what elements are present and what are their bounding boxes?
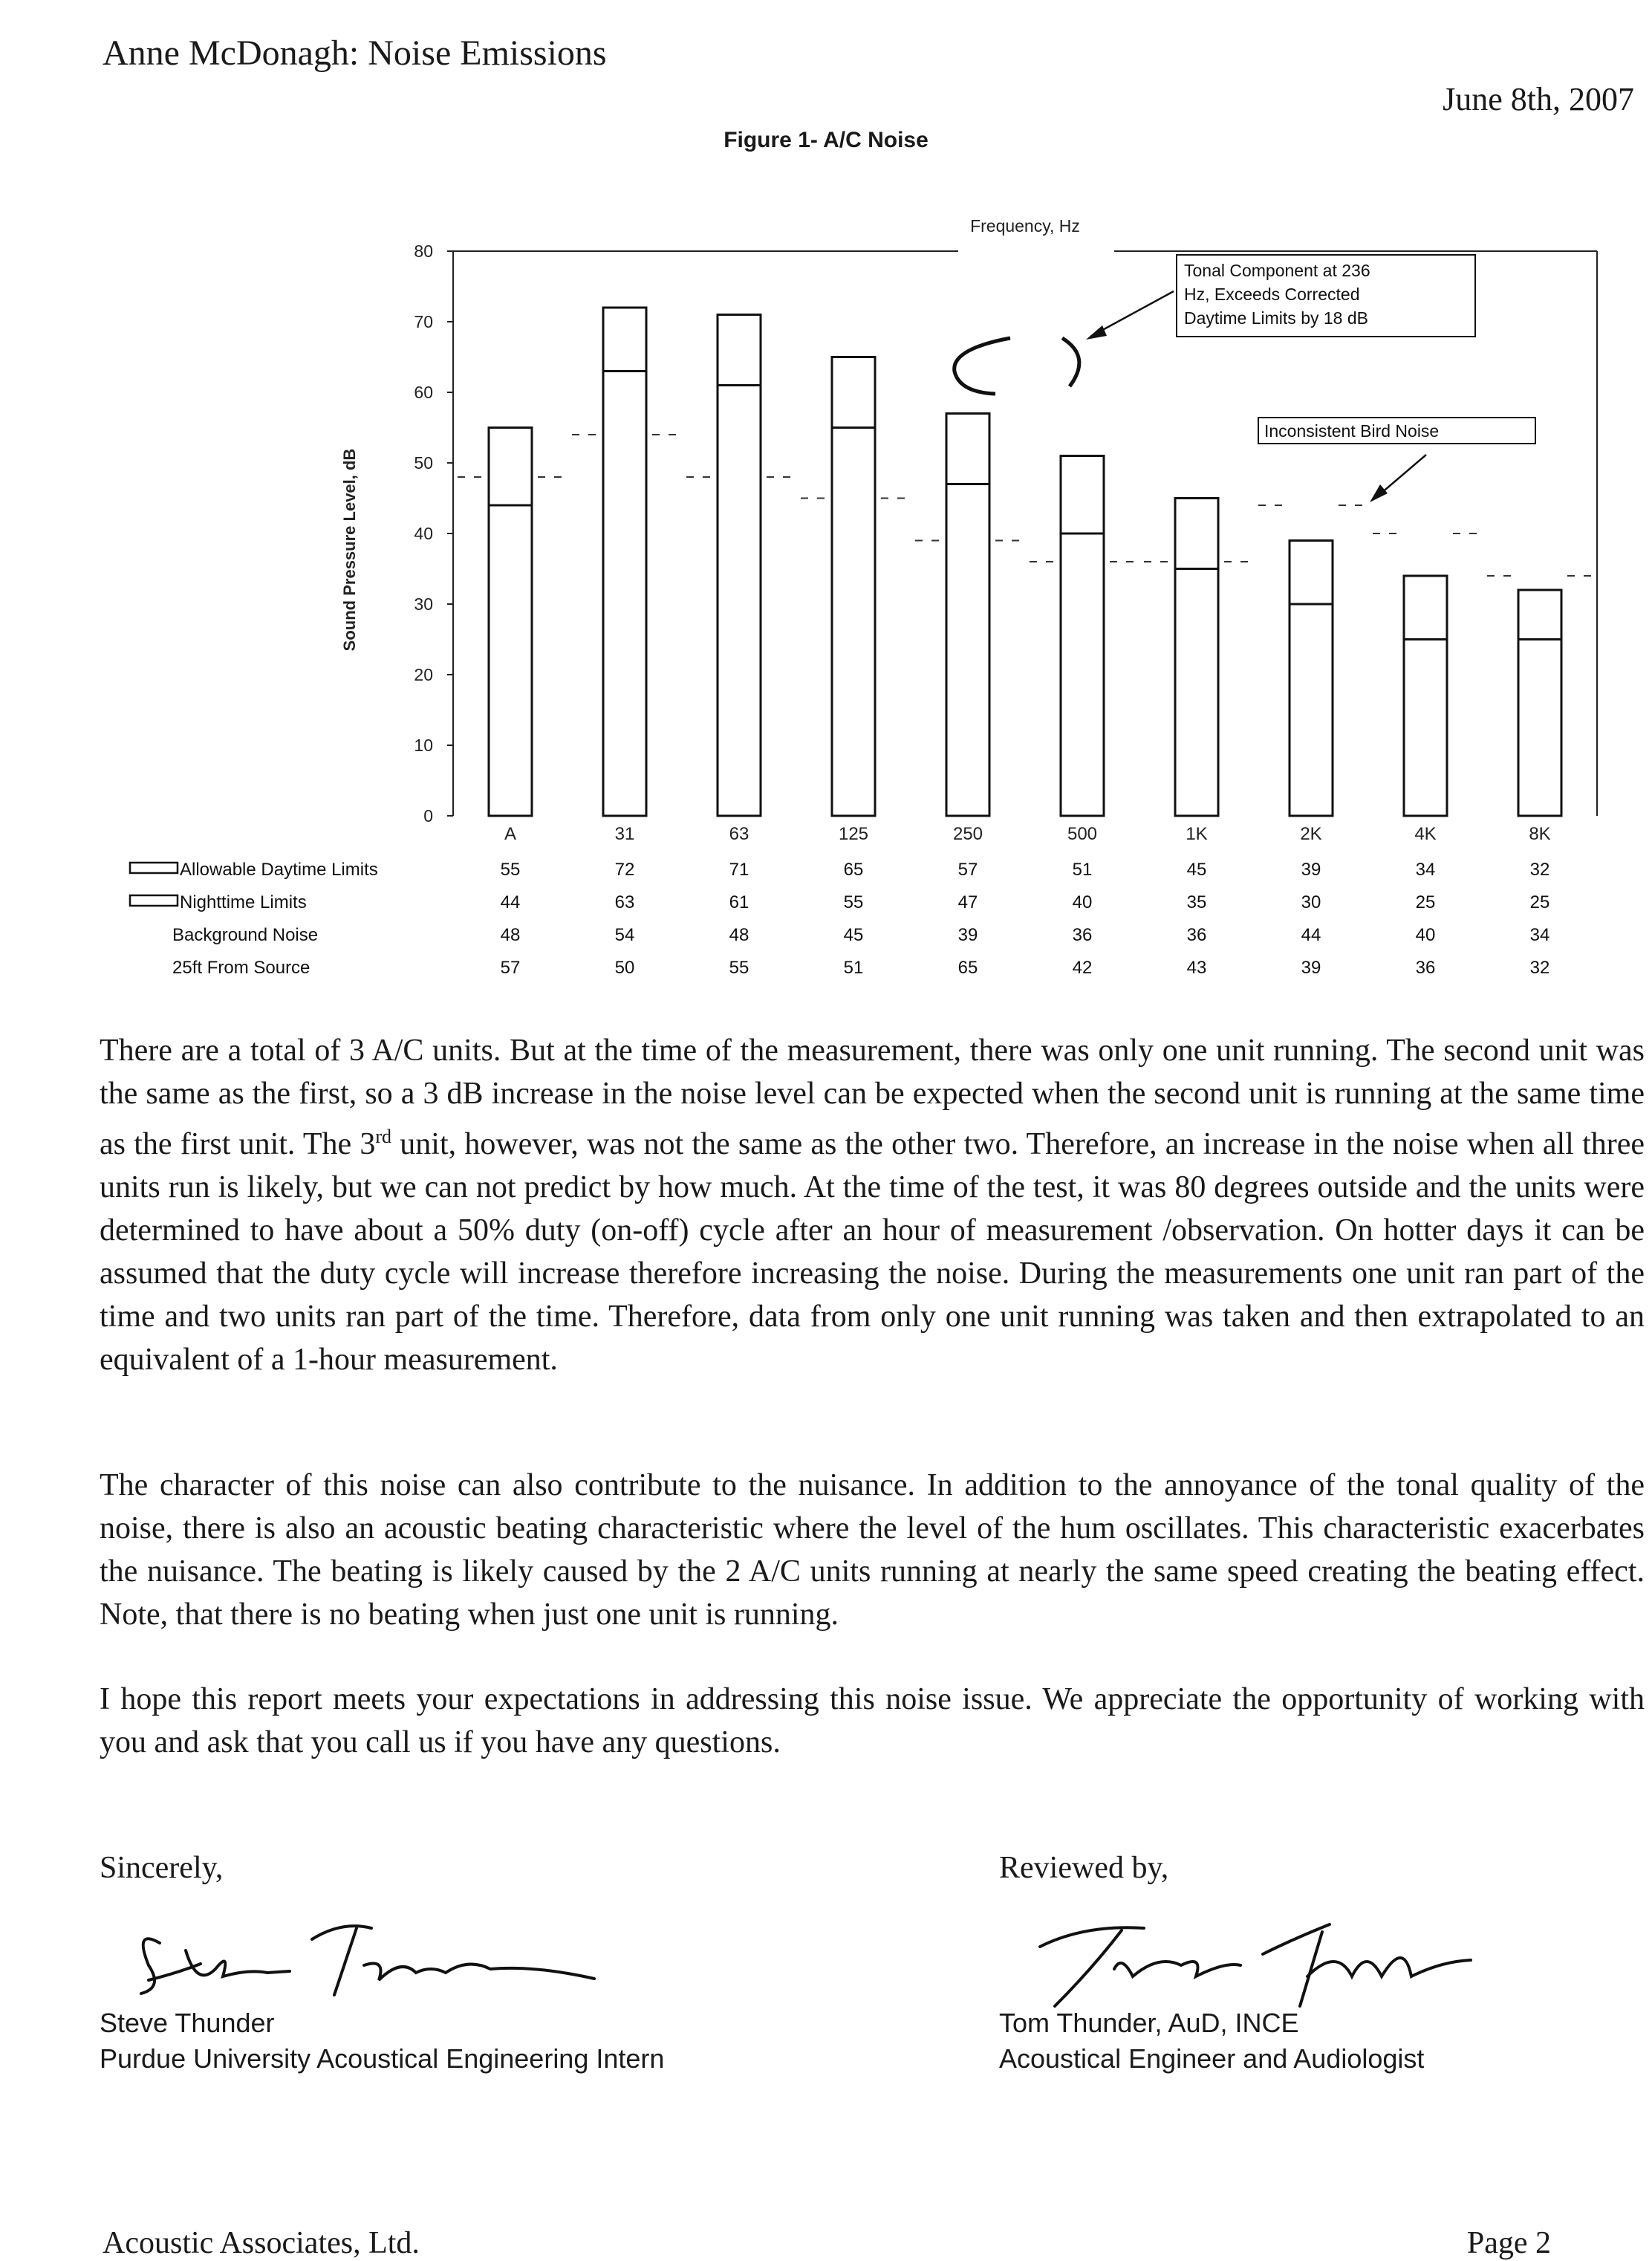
table-cell-value: 61	[729, 892, 749, 912]
table-cell-value: 72	[614, 860, 635, 880]
table-cell-value: 55	[500, 860, 521, 880]
table-cell-value: 42	[1072, 958, 1093, 978]
y-tick-label: 30	[414, 594, 433, 614]
x-category-label: 31	[614, 824, 635, 844]
document-date: June 8th, 2007	[1443, 81, 1634, 117]
figure-title: Figure 1- A/C Noise	[723, 128, 929, 152]
table-cell-value: 32	[1529, 958, 1550, 978]
table-cell-value: 48	[729, 925, 749, 945]
daytime-limit-bar	[1290, 541, 1333, 817]
signer-right-name: Tom Thunder, AuD, INCE	[999, 2008, 1299, 2038]
body-paragraph-1: There are a total of 3 A/C units. But at the time of the measurement, there was only one unit running. The second unit was the same as the first, so a 3 dB increase in the noise level can be expected when the second unit is running at the same time as the first unit. The 3rd unit, however, was not the same as the other two. Therefore, an increase in the noise when all three units run is likely, but we can not predict by how much. At the time of the test, it was 80 degrees outside and the units were determined to have about a 50% duty (on-off) cycle after an hour of measurement /observation. On hotter days it can be assumed that the duty cycle will increase therefore increasing the noise. During the measurements one unit ran part of the time and two units ran part of the time. Therefore, data from only one unit running was taken and then extrapolated to an equivalent of a 1-hour measurement.	[100, 1034, 1645, 1377]
ordinal-suffix: rd	[375, 1126, 392, 1147]
y-axis-ticks	[414, 241, 453, 825]
x-category-label: 2K	[1300, 824, 1322, 844]
signer-left-title: Purdue University Acoustical Engineering Intern	[100, 2043, 665, 2074]
table-cell-value: 55	[729, 958, 749, 978]
daytime-limit-bar	[1175, 499, 1218, 817]
table-cell-value: 40	[1072, 892, 1093, 912]
table-cell-value: 44	[1301, 925, 1321, 945]
y-tick-label: 0	[423, 806, 433, 825]
body-paragraph-3: I hope this report meets your expectations in addressing this noise issue. We appreciate the opportunity of working with you and ask that you call us if you have any questions.	[100, 1682, 1645, 1759]
table-cell-value: 51	[1072, 860, 1093, 880]
body-paragraph-2: The character of this noise can also contribute to the nuisance. In addition to the annoyance of the tonal quality of the noise, there is also an acoustic beating characteristic where the level of the hum oscillates. This characteristic exacerbates the nuisance. The beating is likely caused by the 2 A/C units running at nearly the same speed creating the beating effect. Note, that there is no beating when just one unit is running.	[100, 1468, 1645, 1632]
data-table	[130, 860, 1549, 978]
chart-bars	[489, 308, 1561, 816]
y-tick-label: 70	[414, 312, 433, 331]
table-cell-value: 25	[1529, 892, 1550, 912]
table-cell-value: 48	[500, 925, 521, 945]
tonal-highlight-left-arc	[955, 338, 1010, 394]
table-cell-value: 34	[1415, 860, 1436, 880]
table-cell-value: 40	[1415, 925, 1436, 945]
table-cell-value: 57	[500, 958, 521, 978]
tonal-highlight-right-arc	[1062, 338, 1079, 386]
table-cell-value: 65	[957, 958, 978, 978]
closing-sincerely: Sincerely,	[100, 1851, 224, 1885]
table-cell-value: 51	[843, 958, 864, 978]
signature-steve-thunder	[119, 1898, 669, 2002]
document-header-title: Anne McDonagh: Noise Emissions	[103, 33, 607, 73]
tonal-annotation-line-3: Daytime Limits by 18 dB	[1184, 308, 1368, 328]
bird-annotation-label: Inconsistent Bird Noise	[1264, 421, 1440, 441]
signer-right-title: Acoustical Engineer and Audiologist	[999, 2043, 1425, 2074]
daytime-limit-bar	[1404, 576, 1447, 816]
y-tick-label: 80	[414, 241, 433, 261]
table-cell-value: 50	[614, 958, 635, 978]
daytime-limit-bar	[718, 315, 761, 817]
tonal-annotation	[955, 255, 1475, 394]
x-category-label: A	[504, 824, 517, 844]
footer-page-number: Page 2	[1466, 2226, 1551, 2260]
x-category-label: 1K	[1186, 824, 1208, 844]
x-category-label: 500	[1067, 824, 1098, 844]
table-cell-value: 54	[614, 925, 635, 945]
table-cell-value: 32	[1529, 860, 1550, 880]
x-category-label: 63	[729, 824, 749, 844]
table-cell-value: 39	[957, 925, 978, 945]
daytime-limit-bar	[946, 414, 989, 817]
y-tick-label: 10	[414, 736, 433, 755]
table-row-label: 25ft From Source	[172, 958, 310, 978]
table-cell-value: 44	[500, 892, 521, 912]
table-row-label: Nighttime Limits	[180, 892, 307, 912]
tonal-arrowhead	[1086, 325, 1107, 340]
table-cell-value: 34	[1529, 925, 1550, 945]
table-cell-value: 43	[1186, 958, 1207, 978]
table-cell-value: 65	[843, 860, 864, 880]
signer-left-name: Steve Thunder	[100, 2008, 275, 2038]
x-category-label: 125	[838, 824, 869, 844]
table-cell-value: 30	[1301, 892, 1321, 912]
x-category-label: 8K	[1529, 824, 1551, 844]
table-cell-value: 45	[1186, 860, 1207, 880]
y-tick-label: 50	[414, 453, 433, 473]
daytime-limit-bar	[1061, 456, 1104, 817]
table-cell-value: 39	[1301, 958, 1321, 978]
table-cell-value: 36	[1072, 925, 1093, 945]
table-row-label: Background Noise	[172, 925, 319, 945]
y-tick-label: 60	[414, 383, 433, 402]
legend-swatch	[130, 863, 178, 873]
x-axis-categories	[504, 824, 1551, 844]
table-cell-value: 47	[957, 892, 978, 912]
daytime-limit-bar	[603, 308, 646, 816]
table-cell-value: 55	[843, 892, 864, 912]
table-cell-value: 63	[614, 892, 635, 912]
table-cell-value: 45	[843, 925, 864, 945]
y-tick-label: 20	[414, 665, 433, 684]
table-cell-value: 39	[1301, 860, 1321, 880]
closing-reviewed-by: Reviewed by,	[999, 1851, 1169, 1885]
table-cell-value: 71	[729, 860, 749, 880]
y-axis-label: Sound Pressure Level, dB	[340, 448, 359, 652]
table-cell-value: 35	[1186, 892, 1207, 912]
x-category-label: 4K	[1414, 824, 1437, 844]
table-cell-value: 25	[1415, 892, 1436, 912]
limit-dash-lines	[458, 435, 1593, 576]
legend-swatch	[130, 895, 178, 906]
table-cell-value: 36	[1415, 958, 1436, 978]
noise-chart	[0, 178, 1652, 996]
daytime-limit-bar	[832, 357, 875, 817]
daytime-limit-bar	[489, 428, 532, 817]
daytime-limit-bar	[1518, 590, 1561, 816]
table-cell-value: 57	[957, 860, 978, 880]
table-cell-value: 36	[1186, 925, 1207, 945]
signature-tom-thunder	[1010, 1895, 1545, 2014]
y-tick-label: 40	[414, 524, 433, 543]
bird-arrowhead	[1370, 484, 1388, 502]
x-axis-label: Frequency, Hz	[970, 216, 1080, 236]
bird-annotation	[1258, 418, 1535, 502]
tonal-annotation-line-2: Hz, Exceeds Corrected	[1184, 285, 1360, 304]
x-category-label: 250	[952, 824, 983, 844]
tonal-annotation-line-1: Tonal Component at 236	[1184, 261, 1370, 280]
table-row-label: Allowable Daytime Limits	[180, 860, 378, 880]
footer-company: Acoustic Associates, Ltd.	[103, 2226, 420, 2260]
